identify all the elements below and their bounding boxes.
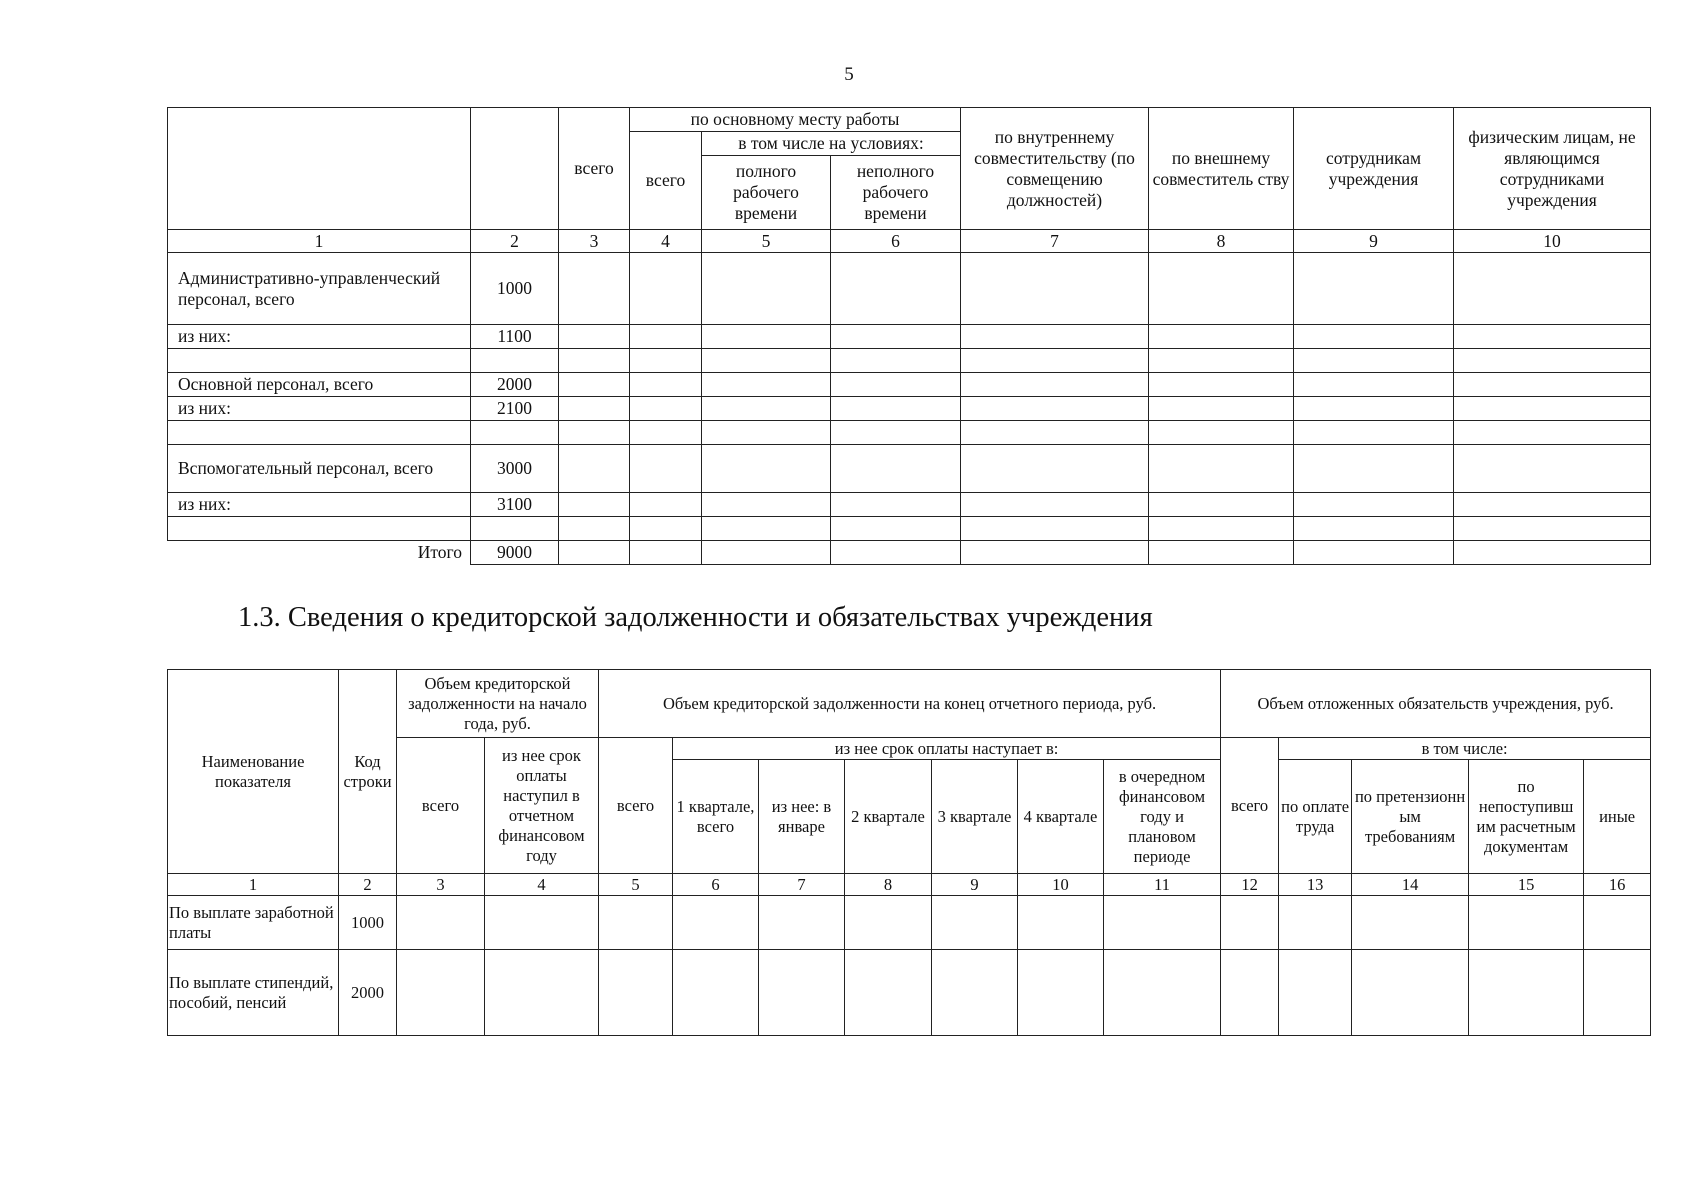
table-row <box>168 397 1651 421</box>
header-start-volume: Объем кредиторской задолженности на начало года, руб. <box>397 670 599 738</box>
header-full-time: полного рабочего времени <box>702 156 831 230</box>
header-external: по внешнему совместитель ству <box>1149 108 1294 230</box>
col-number: 7 <box>759 874 845 896</box>
col-number: 8 <box>1149 230 1294 253</box>
header-q2: 2 квартале <box>845 760 932 874</box>
header-internal: по внутреннему совместительству (по совмещению должностей) <box>961 108 1149 230</box>
row-code: 1000 <box>339 896 397 950</box>
header-staff: сотрудникам учреждения <box>1294 108 1454 230</box>
table-row <box>168 950 1651 1036</box>
header-q3: 3 квартале <box>932 760 1018 874</box>
col-number: 6 <box>831 230 961 253</box>
header-undelivered: по непоступивш им расчетным документам <box>1469 760 1584 874</box>
row-code: 2100 <box>471 397 559 421</box>
col-number: 11 <box>1104 874 1221 896</box>
header-due-start: из нее срок оплаты наступил в отчетном финансовом году <box>485 738 599 874</box>
payables-table <box>167 669 1651 1036</box>
col-number: 10 <box>1018 874 1104 896</box>
header-empty-name <box>168 108 471 230</box>
header-due-end: из нее срок оплаты наступает в: <box>673 738 1221 760</box>
row-name: из них: <box>168 325 471 349</box>
row-name: Административно-управленческий персонал, всего <box>168 253 471 325</box>
header-deferred: Объем отложенных обязательств учреждения, руб. <box>1221 670 1651 738</box>
header-indicator: Наименование показателя <box>168 670 339 874</box>
header-claims: по претензионн ым требованиям <box>1352 760 1469 874</box>
header-part-time: неполного рабочего времени <box>831 156 961 230</box>
row-name <box>168 517 471 541</box>
col-number: 1 <box>168 874 339 896</box>
row-code <box>471 517 559 541</box>
header-incl: в том числе: <box>1279 738 1651 760</box>
row-code: 2000 <box>471 373 559 397</box>
table-row <box>168 325 1651 349</box>
header-january: из нее: в январе <box>759 760 845 874</box>
col-number: 3 <box>559 230 630 253</box>
table-row <box>168 373 1651 397</box>
total-row <box>168 541 1651 565</box>
header-total-12: всего <box>1221 738 1279 874</box>
header-q4: 4 квартале <box>1018 760 1104 874</box>
row-name <box>168 349 471 373</box>
row-name: из них: <box>168 493 471 517</box>
header-total: всего <box>559 108 630 230</box>
row-name: Основной персонал, всего <box>168 373 471 397</box>
header-wages: по оплате труда <box>1279 760 1352 874</box>
header-next-year: в очередном финансовом году и плановом периоде <box>1104 760 1221 874</box>
col-number: 9 <box>932 874 1018 896</box>
col-number: 8 <box>845 874 932 896</box>
table-row <box>168 421 1651 445</box>
total-code: 9000 <box>471 541 559 565</box>
col-number: 13 <box>1279 874 1352 896</box>
col-number: 5 <box>702 230 831 253</box>
table-row <box>168 517 1651 541</box>
row-code: 2000 <box>339 950 397 1036</box>
staff-table <box>167 107 1651 565</box>
header-other: иные <box>1584 760 1651 874</box>
page-number: 5 <box>844 64 854 85</box>
row-code <box>471 421 559 445</box>
row-code <box>471 349 559 373</box>
col-number: 12 <box>1221 874 1279 896</box>
row-name <box>168 421 471 445</box>
header-empty-code <box>471 108 559 230</box>
table-row <box>168 445 1651 493</box>
row-name: По выплате заработной платы <box>168 896 339 950</box>
col-number: 6 <box>673 874 759 896</box>
header-end-volume: Объем кредиторской задолженности на конец отчетного периода, руб. <box>599 670 1221 738</box>
header-total-5: всего <box>599 738 673 874</box>
row-name: По выплате стипендий, пособий, пенсий <box>168 950 339 1036</box>
col-number: 4 <box>630 230 702 253</box>
col-number: 5 <box>599 874 673 896</box>
table-row <box>168 253 1651 325</box>
table-row <box>168 493 1651 517</box>
column-numbers-row <box>168 230 1651 253</box>
column-numbers-row <box>168 874 1651 896</box>
row-name: Вспомогательный персонал, всего <box>168 445 471 493</box>
header-total-3: всего <box>397 738 485 874</box>
col-number: 7 <box>961 230 1149 253</box>
col-number: 16 <box>1584 874 1651 896</box>
col-number: 9 <box>1294 230 1454 253</box>
row-name: из них: <box>168 397 471 421</box>
row-code: 1100 <box>471 325 559 349</box>
header-q1: 1 квартале, всего <box>673 760 759 874</box>
table-row <box>168 349 1651 373</box>
table-row <box>168 896 1651 950</box>
total-label: Итого <box>168 541 471 565</box>
row-code: 3000 <box>471 445 559 493</box>
header-main-work: по основному месту работы <box>630 108 961 132</box>
col-number: 2 <box>339 874 397 896</box>
section-title: 1.3. Сведения о кредиторской задолженности и обязательствах учреждения <box>238 602 1153 633</box>
header-main-total: всего <box>630 132 702 230</box>
col-number: 1 <box>168 230 471 253</box>
col-number: 2 <box>471 230 559 253</box>
header-individuals: физическим лицам, не являющимся сотрудниками учреждения <box>1454 108 1651 230</box>
col-number: 10 <box>1454 230 1651 253</box>
col-number: 14 <box>1352 874 1469 896</box>
col-number: 15 <box>1469 874 1584 896</box>
header-code: Код строки <box>339 670 397 874</box>
col-number: 3 <box>397 874 485 896</box>
row-code: 1000 <box>471 253 559 325</box>
header-incl-conditions: в том числе на условиях: <box>702 132 961 156</box>
col-number: 4 <box>485 874 599 896</box>
row-code: 3100 <box>471 493 559 517</box>
